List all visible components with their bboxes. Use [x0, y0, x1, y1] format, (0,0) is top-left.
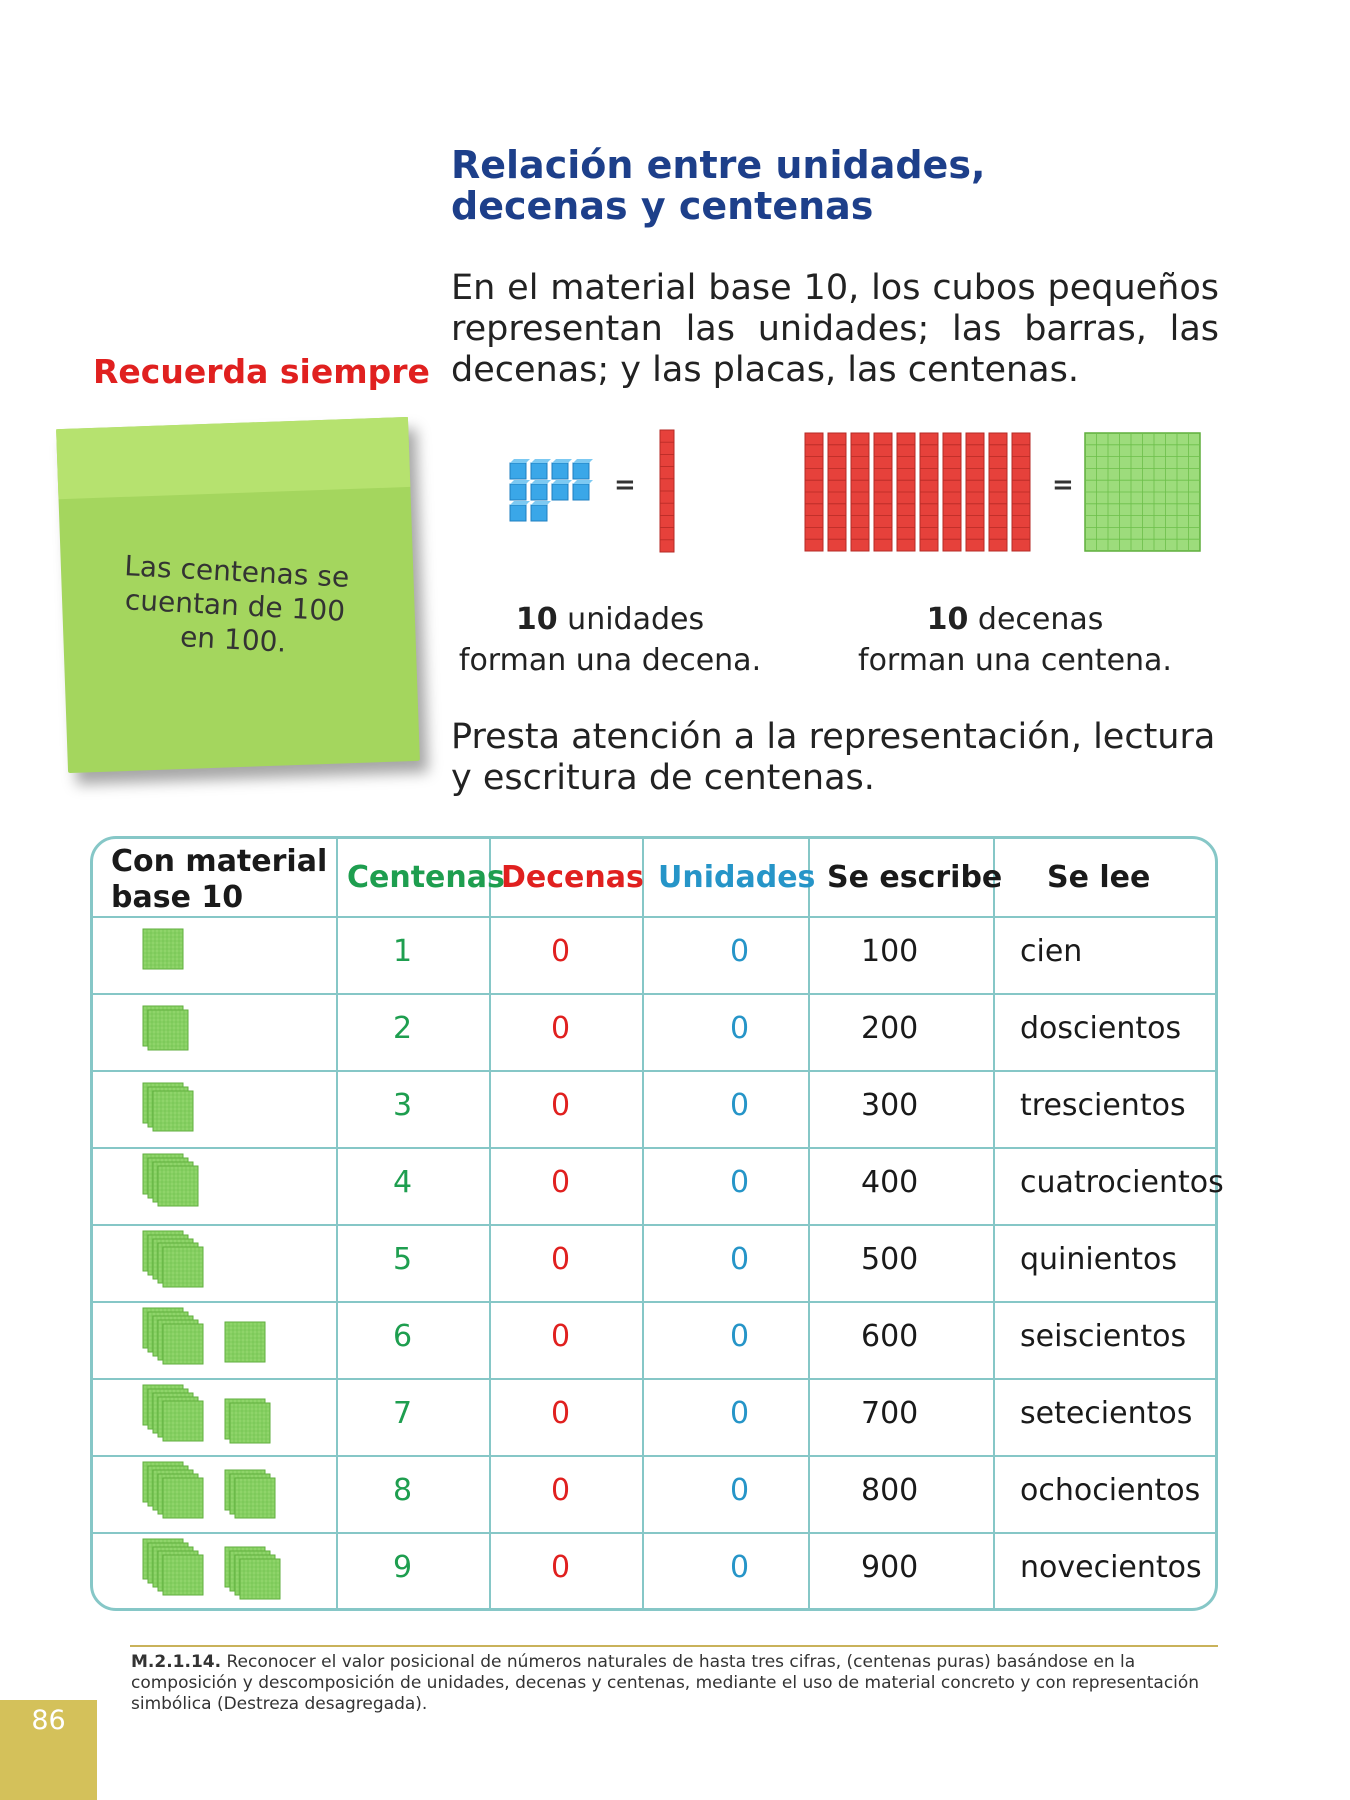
cell-unidades: 0: [730, 1011, 750, 1046]
header-decenas: Decenas: [501, 860, 644, 895]
intro-line-2: representan las unidades; las barras, las: [451, 309, 1219, 349]
curriculum-code: M.2.1.14.: [131, 1652, 222, 1672]
cell-centenas: 4: [393, 1165, 413, 1200]
header-se-lee: Se lee: [1047, 860, 1151, 895]
cell-decenas: 0: [551, 1165, 571, 1200]
caption-decena: [440, 599, 780, 681]
cell-unidades: 0: [730, 1165, 750, 1200]
cell-unidades: 0: [730, 1242, 750, 1277]
cell-se-lee: doscientos: [1020, 1011, 1182, 1046]
cell-se-lee: ochocientos: [1020, 1473, 1201, 1508]
hundred-plates-icon: [140, 1458, 340, 1530]
hundred-plates-icon: [140, 1227, 340, 1299]
cell-centenas: 6: [393, 1319, 413, 1354]
caption-centena-text1: decenas: [968, 602, 1104, 637]
cell-unidades: 0: [730, 1319, 750, 1354]
hundred-plates-icon: [140, 1304, 340, 1376]
cell-centenas: 2: [393, 1011, 413, 1046]
cell-se-lee: cuatrocientos: [1020, 1165, 1224, 1200]
cell-centenas: 5: [393, 1242, 413, 1277]
sticky-note-text: Las centenas se cuentan de 100 en 100.: [123, 549, 351, 659]
table-row-divider: [92, 1301, 1216, 1303]
table-row-divider: [92, 1147, 1216, 1149]
cell-se-lee: quinientos: [1020, 1242, 1177, 1277]
cell-se-lee: seiscientos: [1020, 1319, 1187, 1354]
caption-centena-text2: forman una centena.: [858, 643, 1172, 678]
header-unidades: Unidades: [658, 860, 816, 895]
equals-sign-2: =: [1052, 470, 1074, 500]
table-row-divider: [92, 1070, 1216, 1072]
cell-decenas: 0: [551, 934, 571, 969]
unit-cubes-icon: [510, 459, 593, 521]
header-centenas: Centenas: [347, 860, 505, 895]
hundred-plates-icon: [140, 1381, 340, 1453]
cell-se-escribe: 500: [861, 1242, 919, 1277]
footer-rule: [130, 1645, 1218, 1647]
ten-rods-icon: [805, 433, 1030, 551]
cell-decenas: 0: [551, 1319, 571, 1354]
cell-decenas: 0: [551, 1011, 571, 1046]
cell-se-lee: novecientos: [1020, 1550, 1202, 1585]
cell-centenas: 1: [393, 934, 413, 969]
curriculum-text: Reconocer el valor posicional de números naturales de hasta tres cifras, (centenas puras) basándose en la composición y descomposición de unidades, decenas y centenas, mediante el uso de material concreto y con representación simbólica (Destreza desagregada).: [131, 1652, 1200, 1714]
recuerda-heading: Recuerda siempre: [93, 352, 430, 391]
cell-centenas: 3: [393, 1088, 413, 1123]
cell-unidades: 0: [730, 934, 750, 969]
cell-unidades: 0: [730, 1088, 750, 1123]
cell-se-escribe: 300: [861, 1088, 919, 1123]
hundred-plates-icon: [140, 996, 340, 1068]
hundred-plates-icon: [140, 1073, 340, 1145]
table-row-divider: [92, 1224, 1216, 1226]
caption-centena: [840, 599, 1190, 681]
caption-centena-number: 10: [926, 602, 969, 637]
table-row-divider: [92, 1532, 1216, 1534]
cell-se-lee: trescientos: [1020, 1088, 1186, 1123]
table-row-divider: [92, 1455, 1216, 1457]
equals-sign-1: =: [614, 470, 636, 500]
cell-decenas: 0: [551, 1550, 571, 1585]
intro-line-3: decenas; y las placas, las centenas.: [451, 350, 1079, 390]
header-se-escribe: Se escribe: [827, 860, 1003, 895]
hundred-plates-icon: [140, 919, 340, 991]
curriculum-note: [131, 1652, 1221, 1715]
cell-decenas: 0: [551, 1396, 571, 1431]
cell-se-escribe: 900: [861, 1550, 919, 1585]
cell-decenas: 0: [551, 1088, 571, 1123]
caption-decena-text1: unidades: [557, 602, 705, 637]
base10-illustration: [500, 425, 1220, 560]
table-row-divider: [92, 1378, 1216, 1380]
hundred-plates-icon: [140, 1150, 340, 1222]
cell-se-escribe: 800: [861, 1473, 919, 1508]
cell-se-lee: cien: [1020, 934, 1083, 969]
cell-se-escribe: 200: [861, 1011, 919, 1046]
hundred-plates-icon: [140, 1535, 340, 1607]
cell-unidades: 0: [730, 1473, 750, 1508]
page-number: 86: [31, 1705, 66, 1736]
cell-decenas: 0: [551, 1242, 571, 1277]
caption-decena-number: 10: [515, 602, 558, 637]
cell-unidades: 0: [730, 1550, 750, 1585]
cell-se-escribe: 600: [861, 1319, 919, 1354]
header-material: Con material base 10: [111, 844, 328, 915]
cell-se-escribe: 400: [861, 1165, 919, 1200]
caption-decena-text2: forman una decena.: [458, 643, 762, 678]
cell-se-escribe: 700: [861, 1396, 919, 1431]
cell-decenas: 0: [551, 1473, 571, 1508]
cell-centenas: 8: [393, 1473, 413, 1508]
ten-rod-icon: [660, 430, 674, 552]
intro-paragraph: [451, 268, 1219, 391]
table-row-divider: [92, 916, 1216, 918]
table-row-divider: [92, 993, 1216, 995]
page-title: Relación entre unidades, decenas y centenas: [451, 143, 986, 228]
presta-paragraph: Presta atención a la representación, lectura y escritura de centenas.: [451, 717, 1216, 798]
cell-unidades: 0: [730, 1396, 750, 1431]
cell-se-escribe: 100: [861, 934, 919, 969]
cell-centenas: 9: [393, 1550, 413, 1585]
cell-se-lee: setecientos: [1020, 1396, 1193, 1431]
intro-line-1: En el material base 10, los cubos pequeños: [451, 268, 1219, 308]
hundred-plate-icon: [1085, 433, 1200, 551]
cell-centenas: 7: [393, 1396, 413, 1431]
